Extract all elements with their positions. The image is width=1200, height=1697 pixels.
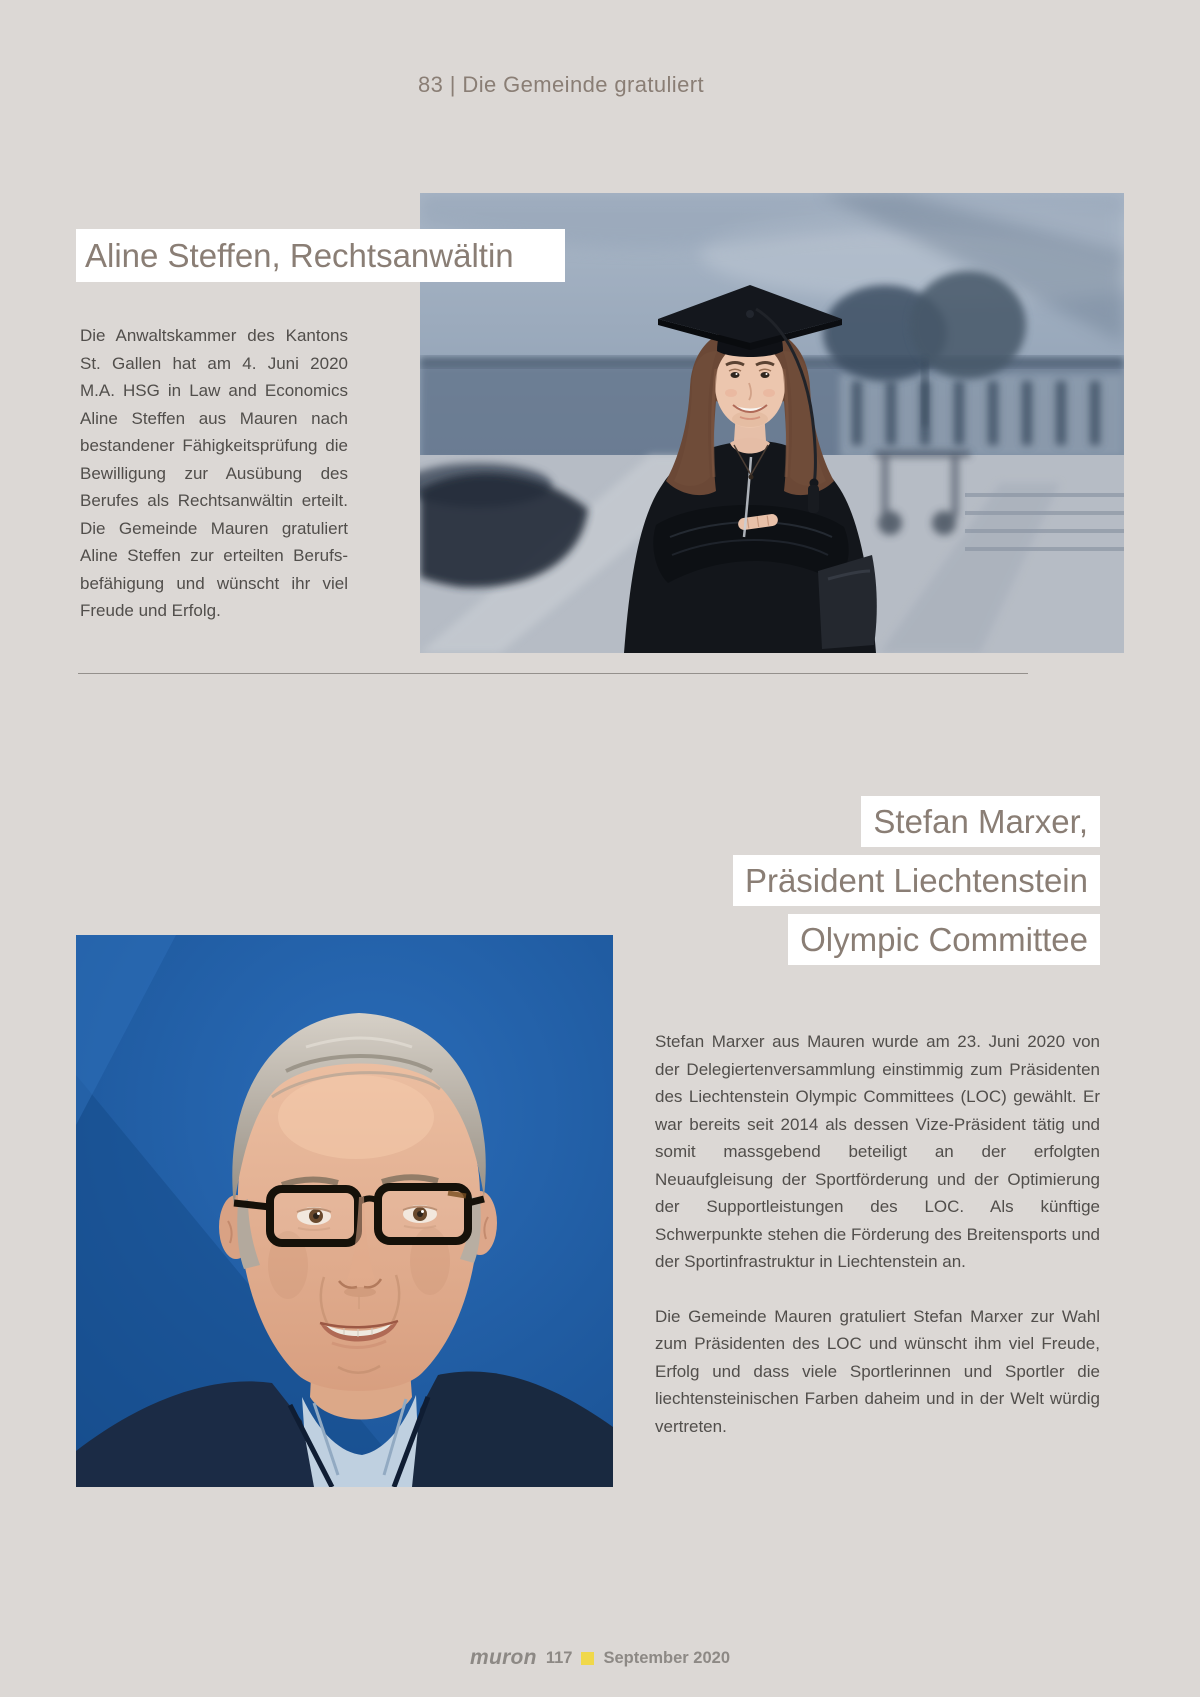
- portrait-photo-illustration: [76, 935, 613, 1487]
- issue-number: 117: [545, 1648, 573, 1667]
- footer-bullet-square: [581, 1652, 594, 1665]
- article-stefan-paragraph-2: Die Gemeinde Mauren gratuliert Stefan Marxer zur Wahl zum Präsidenten des LOC und wünscht ihm viel Freude, Erfolg und dass viele Sportlerinnen und Sportler die liechtensteinischen Farben daheim und in der Welt würdig vertreten.: [655, 1306, 1100, 1436]
- article-stefan-title-line-1: Stefan Marxer,: [861, 796, 1100, 847]
- page-header: 83 | Die Gemeinde gratuliert: [418, 72, 704, 97]
- page-footer: [0, 1646, 1200, 1670]
- article-stefan-paragraph-1: Stefan Marxer aus Mauren wurde am 23. Juni 2020 von der Delegiertenversammlung einstimmig zum Präsidenten des Liechtenstein Olympic Committees (LOC) gewählt. Er war bereits seit 2014 als dessen Vize-Präsident tätig und somit massgebend beteiligt an der erfolgten Neuaufgleisung der Sportförderung und der Optimierung der Supportleistungen des LOC. Als künftige Schwerpunkte stehen die Förderung des Breitensports und der Sportinfrastruktur in Liechtenstein an.: [655, 1032, 1100, 1271]
- section-divider: [78, 673, 1028, 674]
- stefan-portrait-photo: [76, 935, 613, 1487]
- article-aline-title-text: Aline Steffen, Rechtsanwältin: [85, 236, 514, 274]
- article-stefan-title-line-2: Präsident Liechtenstein: [733, 855, 1100, 906]
- article-aline-title: [76, 229, 565, 282]
- article-stefan-body: [655, 1028, 1100, 1467]
- article-aline-body: Die Anwaltskammer des Kantons St. Gallen hat am 4. Juni 2020 M.A. HSG in Law and Economics Aline Steffen aus Mauren nach bestandener Fähigkeitsprüfung die Bewilligung zur Ausübung des Berufes als Rechtsanwältin erteilt. Die Gemeinde Mauren gratuliert Aline Steffen zur erteilten Berufsbefähigung und wünscht ihr viel Freude und Erfolg.: [80, 326, 348, 620]
- magazine-logo: muron: [469, 1646, 537, 1669]
- article-stefan-title-line-3: Olympic Committee: [788, 914, 1100, 965]
- satin-cuff: [818, 555, 877, 649]
- issue-date: September 2020: [603, 1648, 731, 1667]
